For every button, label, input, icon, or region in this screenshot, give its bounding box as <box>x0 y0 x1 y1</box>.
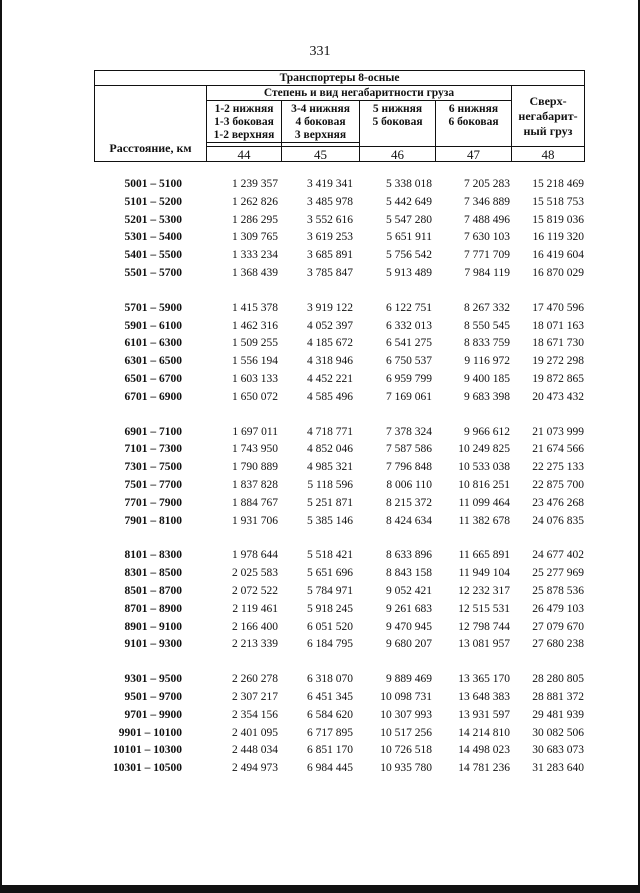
distance-range-cell: 8301 – 8500 <box>124 567 182 580</box>
tariff-value-cell: 2 119 461 <box>232 602 278 615</box>
tariff-value-cell: 10 816 251 <box>458 479 510 491</box>
distance-range-cell: 7501 – 7700 <box>124 479 182 491</box>
tariff-value-cell: 5 918 245 <box>307 602 353 615</box>
tariff-value-cell: 24 076 835 <box>532 514 584 527</box>
distance-range-cell: 6101 – 6300 <box>124 337 182 350</box>
tariff-value-cell: 1 837 828 <box>232 479 278 491</box>
tariff-value-cell: 2 354 156 <box>232 708 278 721</box>
tariff-value-cell: 30 082 506 <box>532 726 584 739</box>
table-title: Транспортеры 8-осные <box>95 71 585 86</box>
tariff-value-cell: 7 346 889 <box>464 195 510 208</box>
tariff-value-cell: 24 677 402 <box>532 549 584 562</box>
tariff-value-cell: 7 205 283 <box>464 178 510 190</box>
tariff-value-cell: 1 697 011 <box>232 425 278 438</box>
tariff-value-cell: 1 978 644 <box>232 549 278 562</box>
distance-range-cell: 9501 – 9700 <box>124 691 182 703</box>
tariff-value-cell: 11 099 464 <box>458 496 510 509</box>
tariff-value-cell: 8 843 158 <box>386 567 432 580</box>
tariff-value-cell: 8 424 634 <box>386 514 432 527</box>
tariff-value-cell: 9 966 612 <box>464 425 510 438</box>
tariff-value-cell: 10 249 825 <box>458 443 510 456</box>
tariff-value-cell: 6 318 070 <box>307 673 353 686</box>
tariff-value-cell: 5 442 649 <box>386 195 432 208</box>
distance-range-cell: 5101 – 5200 <box>124 195 182 208</box>
col-number-46: 46 <box>360 147 436 162</box>
table-row <box>0 231 640 247</box>
tariff-value-cell: 5 756 542 <box>386 249 432 262</box>
tariff-value-cell: 7 169 061 <box>386 390 432 403</box>
page-number: 331 <box>309 44 331 59</box>
tariff-value-cell: 4 985 321 <box>307 461 353 474</box>
tariff-value-cell: 5 518 421 <box>307 549 353 562</box>
tariff-value-cell: 15 218 469 <box>532 178 584 190</box>
distance-range-cell: 5401 – 5500 <box>124 249 182 262</box>
tariff-value-cell: 6 984 445 <box>307 762 353 775</box>
tariff-value-cell: 6 541 275 <box>386 337 432 350</box>
tariff-value-cell: 3 685 891 <box>307 249 353 262</box>
tariff-value-cell: 9 400 185 <box>464 373 510 385</box>
table-row <box>0 762 640 778</box>
table-row <box>0 744 640 760</box>
tariff-value-cell: 8 267 332 <box>464 301 510 314</box>
table-row <box>0 320 640 336</box>
tariff-value-cell: 25 277 969 <box>532 567 584 580</box>
tariff-value-cell: 4 585 496 <box>307 390 353 403</box>
tariff-value-cell: 15 819 036 <box>532 213 584 226</box>
tariff-value-cell: 17 470 596 <box>532 301 584 314</box>
tariff-value-cell: 9 680 207 <box>386 638 432 651</box>
col-header-45: 3-4 нижняя 4 боковая 3 верхняя <box>282 101 360 143</box>
tariff-value-cell: 3 552 616 <box>307 213 353 226</box>
table-row <box>0 585 640 601</box>
col-number-45: 45 <box>282 147 360 162</box>
tariff-value-cell: 5 385 146 <box>307 514 353 527</box>
tariff-value-cell: 5 913 489 <box>386 267 432 279</box>
tariff-value-cell: 4 452 221 <box>307 373 353 385</box>
tariff-value-cell: 3 619 253 <box>307 231 353 244</box>
tariff-value-cell: 27 079 670 <box>532 620 584 633</box>
distance-range-cell: 5901 – 6100 <box>124 319 182 332</box>
tariff-value-cell: 22 275 133 <box>532 461 584 474</box>
tariff-value-cell: 5 118 596 <box>307 479 353 491</box>
tariff-value-cell: 6 332 013 <box>386 319 432 332</box>
col-header-48: Сверх- негабарит- ный груз <box>512 86 585 147</box>
tariff-value-cell: 1 368 439 <box>232 267 278 279</box>
tariff-value-cell: 5 547 280 <box>386 213 432 226</box>
tariff-value-cell: 10 098 731 <box>380 691 432 703</box>
tariff-value-cell: 10 935 780 <box>380 762 432 775</box>
tariff-value-cell: 14 781 236 <box>458 762 510 775</box>
tariff-value-cell: 6 717 895 <box>307 726 353 739</box>
distance-range-cell: 6701 – 6900 <box>124 390 182 403</box>
distance-range-cell: 6301 – 6500 <box>124 355 182 368</box>
tariff-value-cell: 8 633 896 <box>386 549 432 562</box>
tariff-value-cell: 26 479 103 <box>532 602 584 615</box>
tariff-value-cell: 1 262 826 <box>232 195 278 208</box>
tariff-value-cell: 1 884 767 <box>232 496 278 509</box>
table-row <box>0 302 640 318</box>
tariff-value-cell: 16 870 029 <box>532 267 584 279</box>
distance-range-cell: 7901 – 8100 <box>124 514 182 527</box>
tariff-value-cell: 8 550 545 <box>464 319 510 332</box>
tariff-value-cell: 7 378 324 <box>386 425 432 438</box>
distance-range-cell: 10301 – 10500 <box>113 762 182 775</box>
tariff-value-cell: 4 185 672 <box>307 337 353 350</box>
tariff-value-cell: 1 509 255 <box>232 337 278 350</box>
table-row <box>0 249 640 265</box>
distance-range-cell: 10101 – 10300 <box>113 744 182 757</box>
tariff-value-cell: 9 889 469 <box>386 673 432 686</box>
tariff-value-cell: 21 674 566 <box>532 443 584 456</box>
tariff-value-cell: 8 006 110 <box>386 479 432 491</box>
tariff-value-cell: 1 603 133 <box>232 373 278 385</box>
col-header-47: 6 нижняя 6 боковая <box>436 101 512 147</box>
col-number-48: 48 <box>512 147 585 162</box>
tariff-value-cell: 1 790 889 <box>232 461 278 474</box>
distance-range-cell: 7701 – 7900 <box>124 496 182 509</box>
table-row <box>0 479 640 495</box>
distance-range-cell: 5701 – 5900 <box>124 301 182 314</box>
tariff-value-cell: 8 215 372 <box>386 496 432 509</box>
table-row <box>0 391 640 407</box>
tariff-value-cell: 2 260 278 <box>232 673 278 686</box>
tariff-value-cell: 7 587 586 <box>386 443 432 456</box>
distance-range-cell: 6901 – 7100 <box>124 425 182 438</box>
table-row <box>0 426 640 442</box>
tariff-value-cell: 12 232 317 <box>458 585 510 597</box>
tariff-value-cell: 6 051 520 <box>307 620 353 633</box>
tariff-value-cell: 22 875 700 <box>532 479 584 491</box>
tariff-value-cell: 2 307 217 <box>232 691 278 703</box>
tariff-value-cell: 11 382 678 <box>458 514 510 527</box>
tariff-value-cell: 4 852 046 <box>307 443 353 456</box>
tariff-value-cell: 27 680 238 <box>532 638 584 651</box>
tariff-value-cell: 14 214 810 <box>458 726 510 739</box>
table-row <box>0 214 640 230</box>
tariff-value-cell: 5 784 971 <box>307 585 353 597</box>
tariff-value-cell: 6 184 795 <box>307 638 353 651</box>
distance-range-cell: 6501 – 6700 <box>124 373 182 385</box>
tariff-value-cell: 25 878 536 <box>532 585 584 597</box>
tariff-value-cell: 9 052 421 <box>386 585 432 597</box>
distance-range-cell: 5501 – 5700 <box>124 267 182 279</box>
tariff-value-cell: 6 584 620 <box>307 708 353 721</box>
distance-range-cell: 8901 – 9100 <box>124 620 182 633</box>
tariff-value-cell: 7 488 496 <box>464 213 510 226</box>
tariff-value-cell: 2 213 339 <box>232 638 278 651</box>
tariff-value-cell: 12 515 531 <box>458 602 510 615</box>
tariff-value-cell: 10 307 993 <box>380 708 432 721</box>
tariff-value-cell: 5 251 871 <box>307 496 353 509</box>
tariff-value-cell: 13 648 383 <box>458 691 510 703</box>
tariff-value-cell: 3 419 341 <box>307 178 353 190</box>
tariff-value-cell: 2 025 583 <box>232 567 278 580</box>
tariff-value-cell: 6 959 799 <box>386 373 432 385</box>
tariff-value-cell: 1 556 194 <box>232 355 278 368</box>
tariff-value-cell: 9 683 398 <box>464 390 510 403</box>
table-row <box>0 443 640 459</box>
tariff-value-cell: 1 286 295 <box>232 213 278 226</box>
table-row <box>0 549 640 565</box>
table-row <box>0 497 640 513</box>
table-row <box>0 673 640 689</box>
tariff-value-cell: 21 073 999 <box>532 425 584 438</box>
tariff-value-cell: 2 494 973 <box>232 762 278 775</box>
tariff-value-cell: 7 984 119 <box>464 267 510 279</box>
distance-range-cell: 9901 – 10100 <box>118 726 182 739</box>
table-row <box>0 267 640 283</box>
table-header <box>94 70 585 162</box>
tariff-value-cell: 18 071 163 <box>532 319 584 332</box>
tariff-value-cell: 12 798 744 <box>458 620 510 633</box>
tariff-value-cell: 2 072 522 <box>232 585 278 597</box>
tariff-value-cell: 7 771 709 <box>464 249 510 262</box>
table-row <box>0 603 640 619</box>
table-row <box>0 515 640 531</box>
tariff-value-cell: 5 651 911 <box>386 231 432 244</box>
table-row <box>0 727 640 743</box>
tariff-value-cell: 3 785 847 <box>307 267 353 279</box>
tariff-value-cell: 9 261 683 <box>386 602 432 615</box>
table-row <box>0 355 640 371</box>
tariff-value-cell: 29 481 939 <box>532 708 584 721</box>
distance-range-cell: 9301 – 9500 <box>124 673 182 686</box>
tariff-value-cell: 4 718 771 <box>307 425 353 438</box>
table-row <box>0 461 640 477</box>
distance-range-cell: 8101 – 8300 <box>124 549 182 562</box>
tariff-value-cell: 28 280 805 <box>532 673 584 686</box>
distance-range-cell: 9701 – 9900 <box>124 708 182 721</box>
tariff-value-cell: 28 881 372 <box>532 691 584 703</box>
tariff-value-cell: 3 485 978 <box>307 195 353 208</box>
distance-range-cell: 9101 – 9300 <box>124 638 182 651</box>
tariff-value-cell: 11 949 104 <box>458 567 510 580</box>
tariff-value-cell: 19 272 298 <box>532 355 584 368</box>
tariff-value-cell: 10 517 256 <box>380 726 432 739</box>
distance-range-cell: 7101 – 7300 <box>124 443 182 456</box>
tariff-value-cell: 1 462 316 <box>232 319 278 332</box>
tariff-value-cell: 5 651 696 <box>307 567 353 580</box>
tariff-value-cell: 1 415 378 <box>232 301 278 314</box>
tariff-value-cell: 7 630 103 <box>464 231 510 244</box>
table-row <box>0 373 640 389</box>
distance-range-cell: 8701 – 8900 <box>124 602 182 615</box>
col-header-46: 5 нижняя 5 боковая <box>360 101 436 147</box>
tariff-value-cell: 1 931 706 <box>232 514 278 527</box>
tariff-value-cell: 1 239 357 <box>232 178 278 190</box>
tariff-value-cell: 4 052 397 <box>307 319 353 332</box>
tariff-value-cell: 2 166 400 <box>232 620 278 633</box>
distance-range-cell: 7301 – 7500 <box>124 461 182 474</box>
distance-range-cell: 8501 – 8700 <box>124 585 182 597</box>
tariff-value-cell: 6 750 537 <box>386 355 432 368</box>
tariff-value-cell: 20 473 432 <box>532 390 584 403</box>
tariff-value-cell: 1 743 950 <box>232 443 278 456</box>
table-row <box>0 178 640 194</box>
table-row <box>0 709 640 725</box>
tariff-value-cell: 16 419 604 <box>532 249 584 262</box>
table-subtitle: Степень и вид негабаритности груза <box>207 86 512 101</box>
tariff-value-cell: 13 081 957 <box>458 638 510 651</box>
tariff-value-cell: 3 919 122 <box>307 301 353 314</box>
tariff-value-cell: 16 119 320 <box>532 231 584 244</box>
tariff-value-cell: 2 401 095 <box>232 726 278 739</box>
tariff-value-cell: 15 518 753 <box>532 195 584 208</box>
table-row <box>0 567 640 583</box>
distance-header: Расстояние, км <box>95 86 207 162</box>
tariff-value-cell: 9 470 945 <box>386 620 432 633</box>
tariff-value-cell: 11 665 891 <box>458 549 510 562</box>
tariff-value-cell: 2 448 034 <box>232 744 278 757</box>
tariff-value-cell: 30 683 073 <box>532 744 584 757</box>
tariff-value-cell: 9 116 972 <box>464 355 510 368</box>
tariff-value-cell: 18 671 730 <box>532 337 584 350</box>
tariff-value-cell: 13 365 170 <box>458 673 510 686</box>
table-row <box>0 196 640 212</box>
tariff-value-cell: 7 796 848 <box>386 461 432 474</box>
scan-border-bottom <box>0 885 640 893</box>
tariff-value-cell: 23 476 268 <box>532 496 584 509</box>
tariff-value-cell: 1 650 072 <box>232 390 278 403</box>
table-row <box>0 638 640 654</box>
tariff-value-cell: 10 726 518 <box>380 744 432 757</box>
distance-range-cell: 5301 – 5400 <box>124 231 182 244</box>
tariff-value-cell: 6 851 170 <box>307 744 353 757</box>
table-row <box>0 621 640 637</box>
tariff-value-cell: 13 931 597 <box>458 708 510 721</box>
tariff-value-cell: 10 533 038 <box>458 461 510 474</box>
tariff-value-cell: 6 451 345 <box>307 691 353 703</box>
table-row <box>0 691 640 707</box>
distance-range-cell: 5001 – 5100 <box>124 178 182 190</box>
tariff-value-cell: 19 872 865 <box>532 373 584 385</box>
tariff-value-cell: 14 498 023 <box>458 744 510 757</box>
col-number-44: 44 <box>207 147 282 162</box>
tariff-value-cell: 1 309 765 <box>232 231 278 244</box>
col-header-44: 1-2 нижняя 1-3 боковая 1-2 верхняя <box>207 101 282 143</box>
col-number-47: 47 <box>436 147 512 162</box>
tariff-value-cell: 4 318 946 <box>307 355 353 368</box>
tariff-value-cell: 5 338 018 <box>386 178 432 190</box>
table-row <box>0 337 640 353</box>
distance-range-cell: 5201 – 5300 <box>124 213 182 226</box>
tariff-value-cell: 6 122 751 <box>386 301 432 314</box>
tariff-value-cell: 31 283 640 <box>532 762 584 775</box>
tariff-value-cell: 1 333 234 <box>232 249 278 262</box>
tariff-value-cell: 8 833 759 <box>464 337 510 350</box>
